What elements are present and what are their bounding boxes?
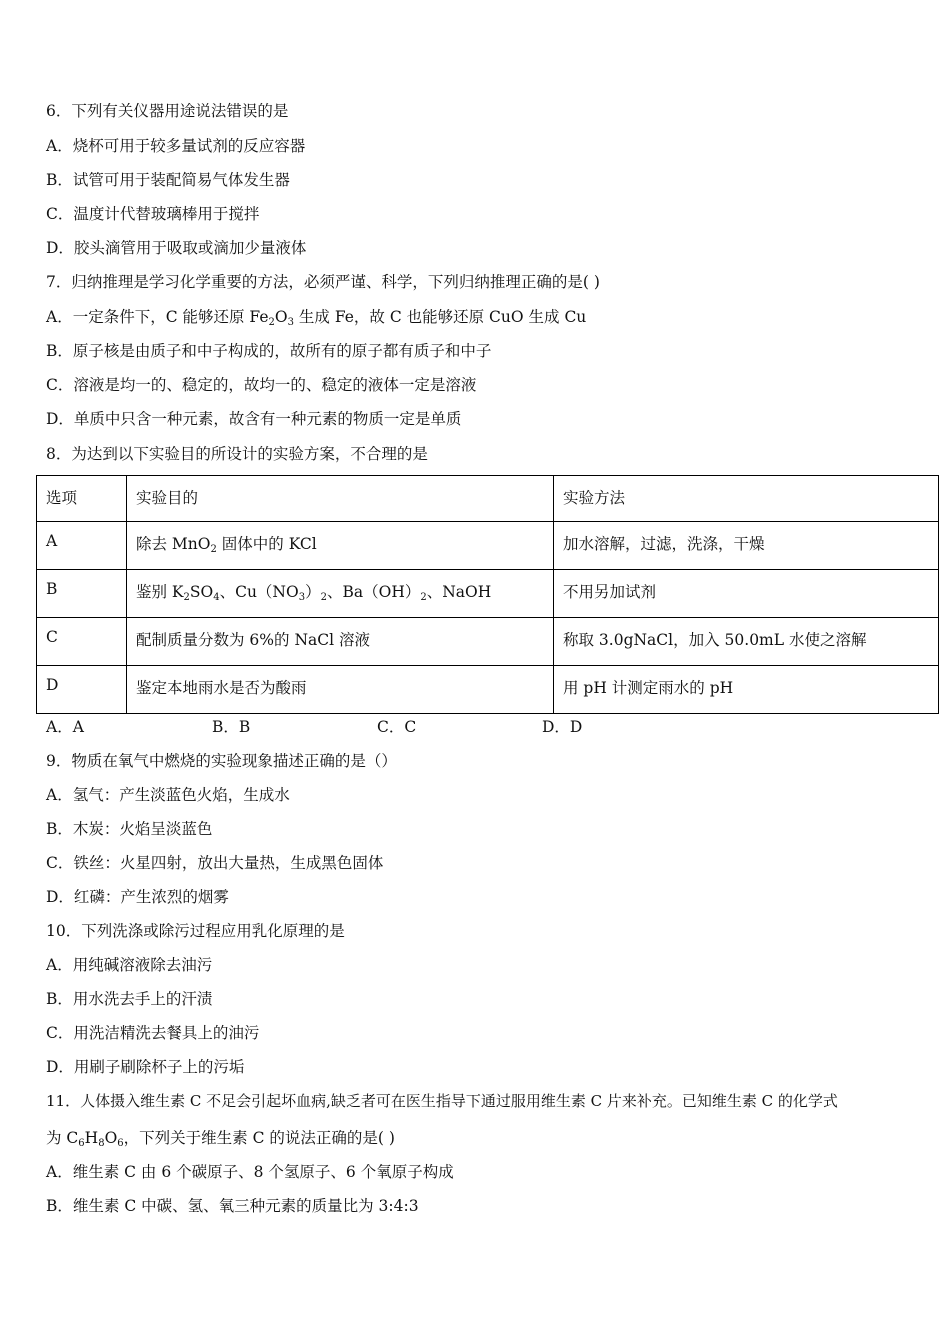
row-c-method: 称取 3.0gNaCl，加入 50.0mL 水使之溶解 bbox=[554, 618, 939, 666]
q6-stem: 6．下列有关仪器用途说法错误的是 bbox=[46, 102, 289, 120]
q10-option-a: A．用纯碱溶液除去油污 bbox=[46, 956, 213, 974]
q8-answer-d: D．D bbox=[542, 718, 583, 736]
q11-stem-line1: 11．人体摄入维生素 C 不足会引起坏血病,缺乏者可在医生指导下通过服用维生素 C 片来补充。已知维生素 C 的化学式 bbox=[46, 1092, 838, 1110]
row-c-option: C bbox=[37, 618, 127, 666]
table-row bbox=[37, 522, 939, 570]
q9-option-a: A．氢气：产生淡蓝色火焰，生成水 bbox=[46, 786, 290, 804]
q7-option-b: B．原子核是由质子和中子构成的，故所有的原子都有质子和中子 bbox=[46, 342, 492, 360]
table-row bbox=[37, 570, 939, 618]
q11-stem-line2: 为 $C_6H_8O_6$，下列关于维生素 C 的说法正确的是( ) bbox=[46, 1129, 395, 1149]
q9-option-d: D．红磷：产生浓烈的烟雾 bbox=[46, 888, 229, 906]
row-a-option: A bbox=[37, 522, 127, 570]
q6-option-b: B．试管可用于装配简易气体发生器 bbox=[46, 171, 290, 189]
row-d-option: D bbox=[37, 666, 127, 714]
q8-answer-c: C．C bbox=[377, 718, 417, 736]
row-d-goal: 鉴定本地雨水是否为酸雨 bbox=[127, 666, 554, 714]
q11-option-b: B．维生素 C 中碳、氢、氧三种元素的质量比为 3:4:3 bbox=[46, 1197, 419, 1215]
table-header-row bbox=[37, 476, 939, 522]
q8-answer-b: B．B bbox=[212, 718, 251, 736]
q9-option-c: C．铁丝：火星四射，放出大量热，生成黑色固体 bbox=[46, 854, 384, 872]
q8-stem: 8．为达到以下实验目的所设计的实验方案，不合理的是 bbox=[46, 445, 428, 463]
header-method: 实验方法 bbox=[554, 476, 939, 522]
q9-stem: 9．物质在氧气中燃烧的实验现象描述正确的是（） bbox=[46, 752, 397, 770]
q10-option-b: B．用水洗去手上的汗渍 bbox=[46, 990, 213, 1008]
header-goal: 实验目的 bbox=[127, 476, 554, 522]
row-b-method: 不用另加试剂 bbox=[554, 570, 939, 618]
row-b-option: B bbox=[37, 570, 127, 618]
q10-option-d: D．用刷子刷除杯子上的污垢 bbox=[46, 1058, 245, 1076]
table-row bbox=[37, 666, 939, 714]
q7-option-c: C．溶液是均一的、稳定的，故均一的、稳定的液体一定是溶液 bbox=[46, 376, 477, 394]
q6-option-a: A．烧杯可用于较多量试剂的反应容器 bbox=[46, 137, 306, 155]
row-b-goal: 鉴别 $K_2SO_4$、$Cu(NO_3)_2$、$Ba(OH)_2$、NaOH bbox=[127, 570, 554, 618]
q11-option-a: A．维生素 C 由 6 个碳原子、8 个氢原子、6 个氧原子构成 bbox=[46, 1163, 454, 1181]
q8-answer-a: A．A bbox=[46, 718, 84, 736]
q10-stem: 10．下列洗涤或除污过程应用乳化原理的是 bbox=[46, 922, 345, 940]
row-d-method: 用 pH 计测定雨水的 pH bbox=[554, 666, 939, 714]
table-row bbox=[37, 618, 939, 666]
q7-option-d: D．单质中只含一种元素，故含有一种元素的物质一定是单质 bbox=[46, 410, 462, 428]
row-c-goal: 配制质量分数为 6%的 NaCl 溶液 bbox=[127, 618, 554, 666]
q7-stem: 7．归纳推理是学习化学重要的方法，必须严谨、科学，下列归纳推理正确的是( ) bbox=[46, 273, 600, 291]
q10-option-c: C．用洗洁精洗去餐具上的油污 bbox=[46, 1024, 260, 1042]
q9-option-b: B．木炭：火焰呈淡蓝色 bbox=[46, 820, 213, 838]
q8-experiment-table bbox=[36, 475, 939, 714]
header-option: 选项 bbox=[37, 476, 127, 522]
q7-option-a: A．一定条件下，C 能够还原 $Fe_2O_3$ 生成 Fe，故 C 也能够还原 CuO 生成 Cu bbox=[46, 308, 587, 328]
row-a-goal: 除去 MnO$_2$ 固体中的 KCl bbox=[127, 522, 554, 570]
row-a-method: 加水溶解，过滤，洗涤，干燥 bbox=[554, 522, 939, 570]
q6-option-d: D．胶头滴管用于吸取或滴加少量液体 bbox=[46, 239, 307, 257]
q6-option-c: C．温度计代替玻璃棒用于搅拌 bbox=[46, 205, 260, 223]
